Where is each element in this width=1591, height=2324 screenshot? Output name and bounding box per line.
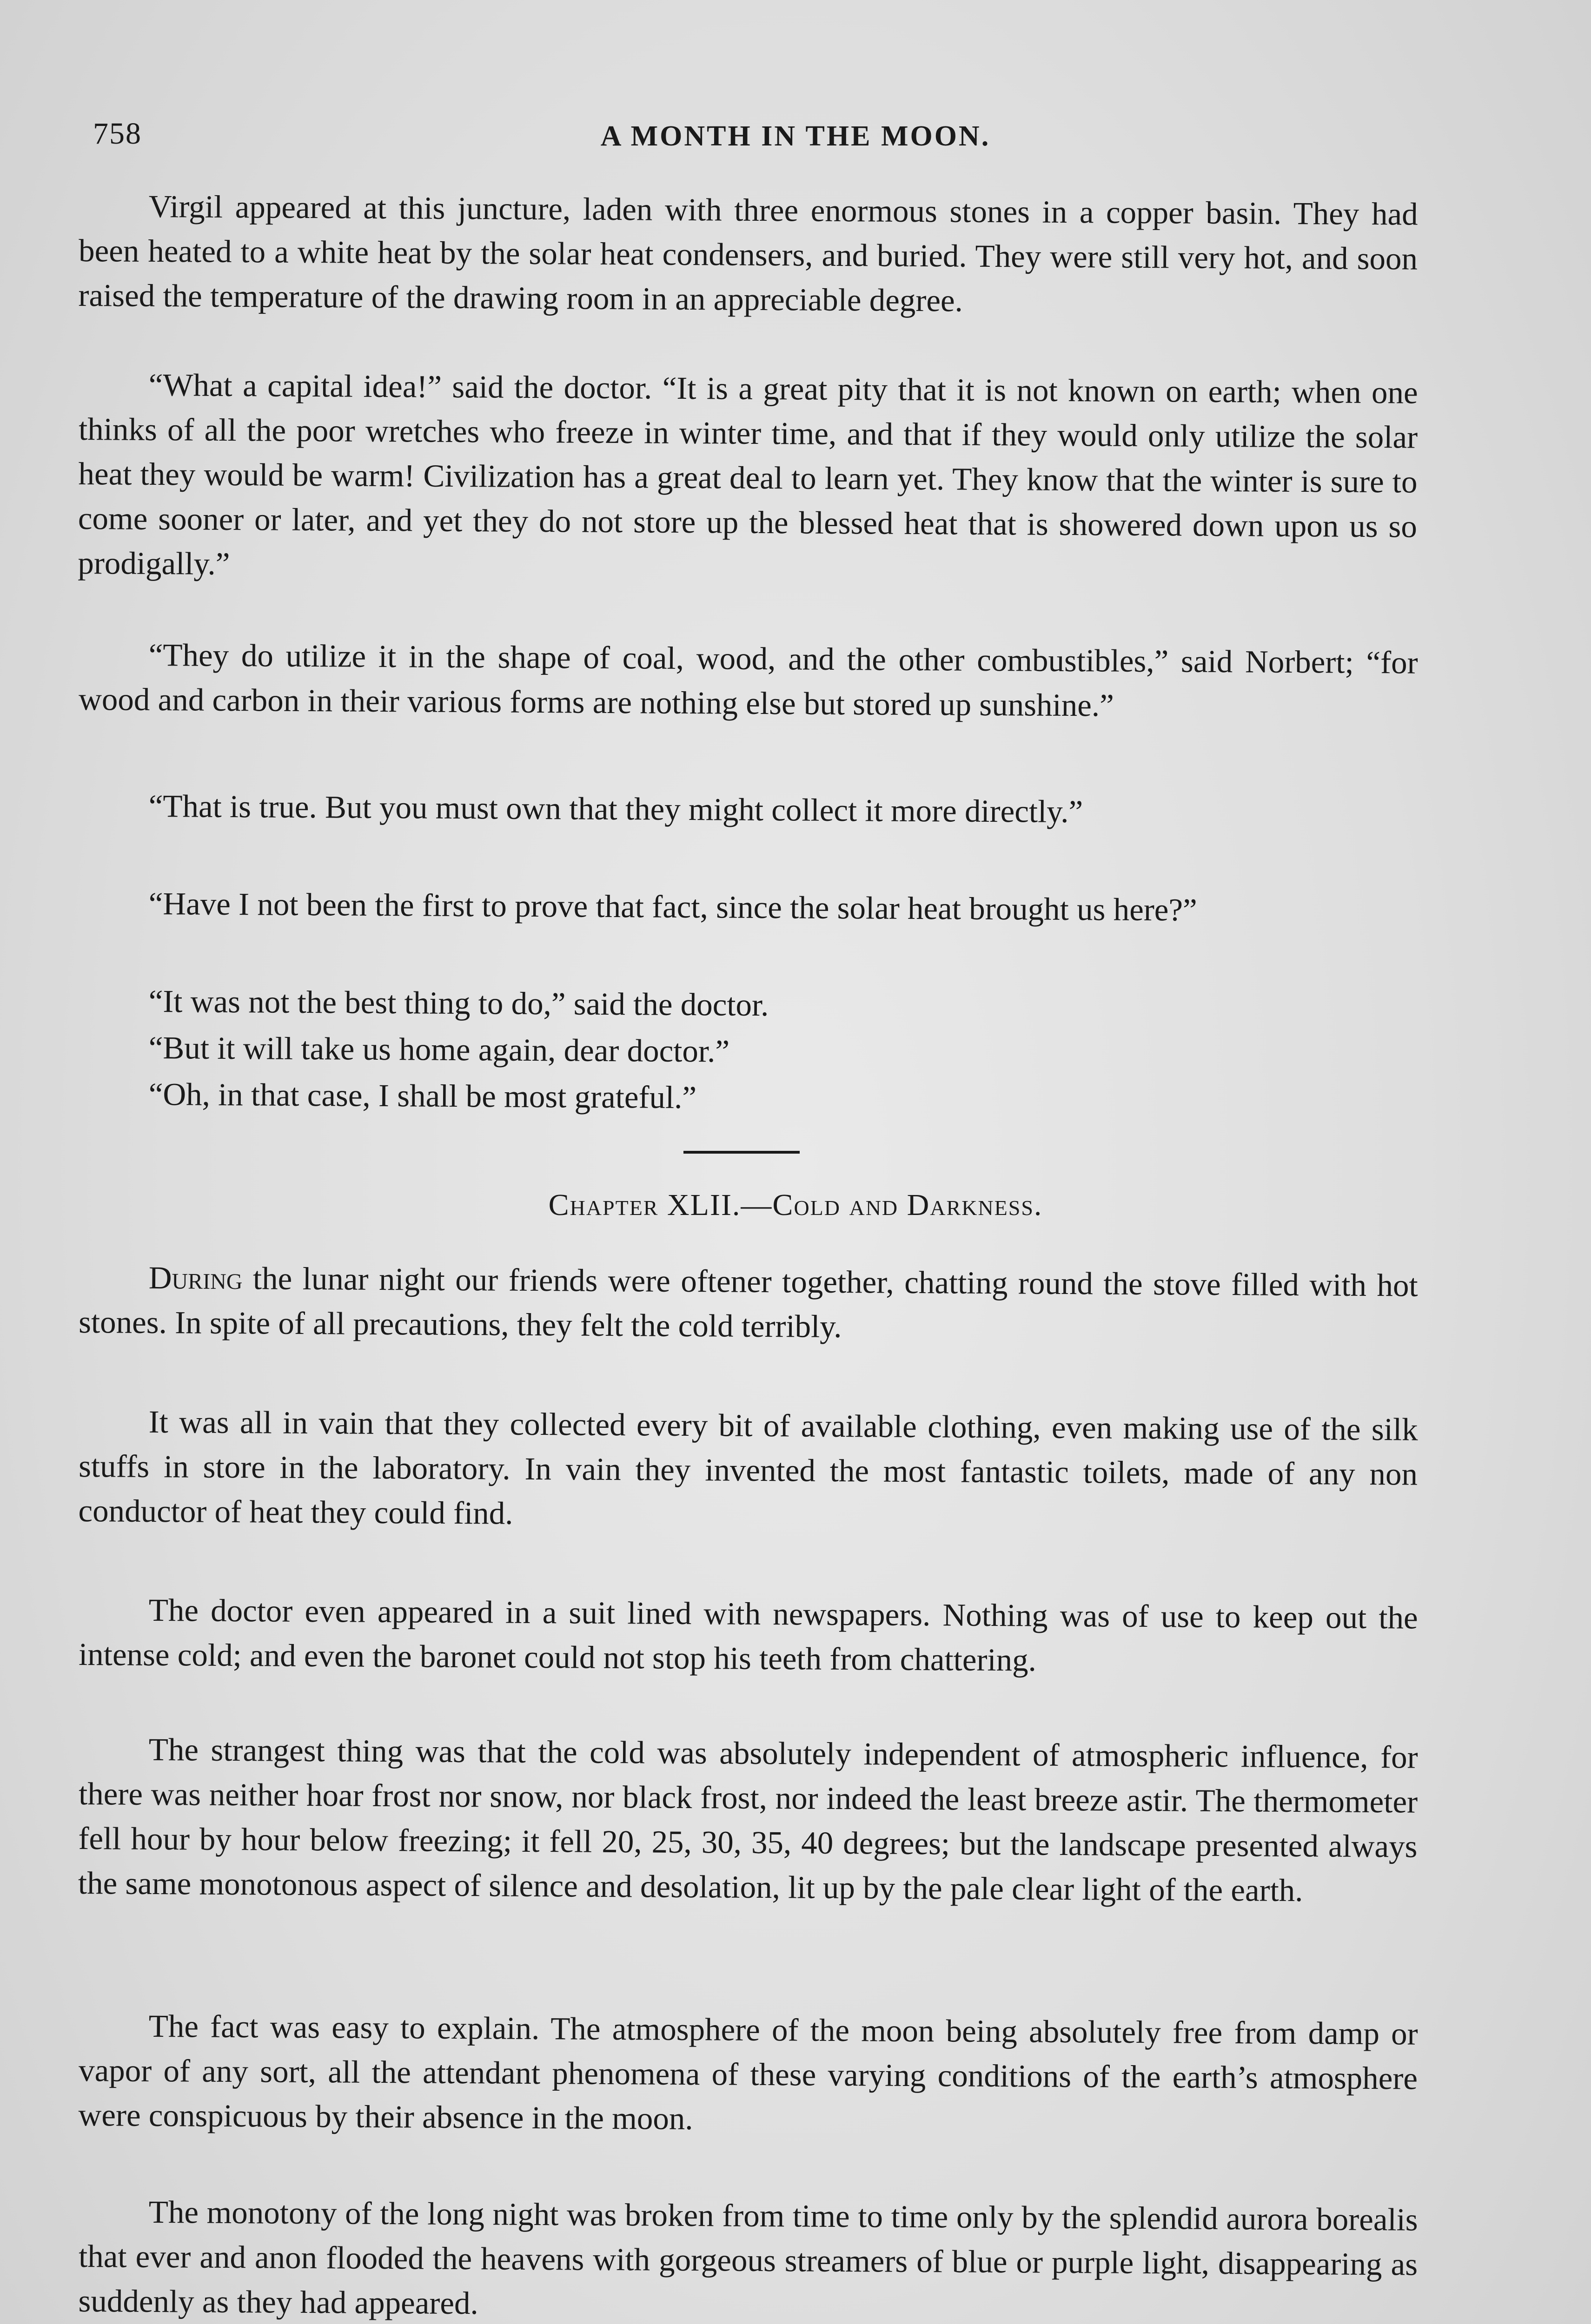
paragraph-doctor-capital-idea: “What a capital idea!” said the doctor. “It is a great pity that it is not known on earth; when one thinks of all the poor wretches who freeze in winter time, and that if they would only utilize the solar heat they would be warm! Civilization has a great deal to learn yet. They know that the winter is sure to come sooner or later, and yet they do not store up the blessed heat that is showered down upon us so prodigally.” [78,367,1418,581]
paragraph-easy-to-explain: The fact was easy to explain. The atmosphere of the moon being absolutely free from damp or vapor of any sort, all the attendant phenomena of these varying conditions of the earth’s atmosphere were conspicuous by their absence in the moon. [78,2008,1418,2137]
paragraph-virgil: Virgil appeared at this juncture, laden with three enormous stones in a copper basin. They had been heated to a white heat by the solar heat condensers, and buried. They were still very hot, and soon raised the temperature of the drawing room in an appreciable degree. [78,188,1418,318]
section-divider-rule [683,1151,800,1154]
paragraph-not-the-best: “It was not the best thing to do,” said the doctor. [148,983,769,1023]
chapter-heading: Chapter XLII.—Cold and Darkness. [548,1188,1043,1222]
paragraph-take-us-home: “But it will take us home again, dear doctor.” [148,1030,730,1069]
paragraph-aurora-borealis: The monotony of the long night was broken from time to time only by the splendid aurora borealis that ever and anon flooded the heavens with gorgeous streamers of blue or purple light, disappearing as suddenly as they had appeared. [78,2194,1418,2321]
paragraph-lunar-night [79,1255,1418,1353]
paragraph-lunar-night-text: the lunar night our friends were oftener together, chatting round the stove filled with hot stones. In spite of all precautions, they felt the cold terribly. [78,1261,1418,1345]
paragraph-most-grateful: “Oh, in that case, I shall be most grateful.” [148,1076,697,1116]
page-number: 758 [93,117,142,151]
running-title: A MONTH IN THE MOON. [600,120,991,152]
drop-lead-word: During [148,1260,243,1296]
paragraph-that-is-true: “That is true. But you must own that they might collect it more directly.” [148,788,1083,830]
paragraph-first-to-prove: “Have I not been the first to prove that fact, since the solar heat brought us here?” [148,885,1197,928]
paragraph-all-in-vain: It was all in vain that they collected every bit of available clothing, even making use of the silk stuffs in store in the laboratory. In vain they invented the most fantastic toilets, made of any non conductor of heat they could find. [78,1404,1418,1531]
paragraph-newspapers: The doctor even appeared in a suit lined with newspapers. Nothing was of use to keep out the intense cold; and even the baronet could not stop his teeth from chattering. [78,1592,1418,1678]
paragraph-strangest-thing: The strangest thing was that the cold was absolutely independent of atmospheric influence, for there was neither hoar frost nor snow, nor black frost, nor indeed the least breeze astir. The thermometer fell hour by hour below freezing; it fell 20, 25, 30, 35, 40 degrees; but the landscape presented always the same monotonous aspect of silence and desolation, lit up by the pale clear light of the earth. [78,1731,1418,1908]
paragraph-norbert-combustibles: “They do utilize it in the shape of coal, wood, and the other combustibles,” said Norbert; “for wood and carbon in their various forms are nothing else but stored up sunshine.” [78,637,1418,723]
